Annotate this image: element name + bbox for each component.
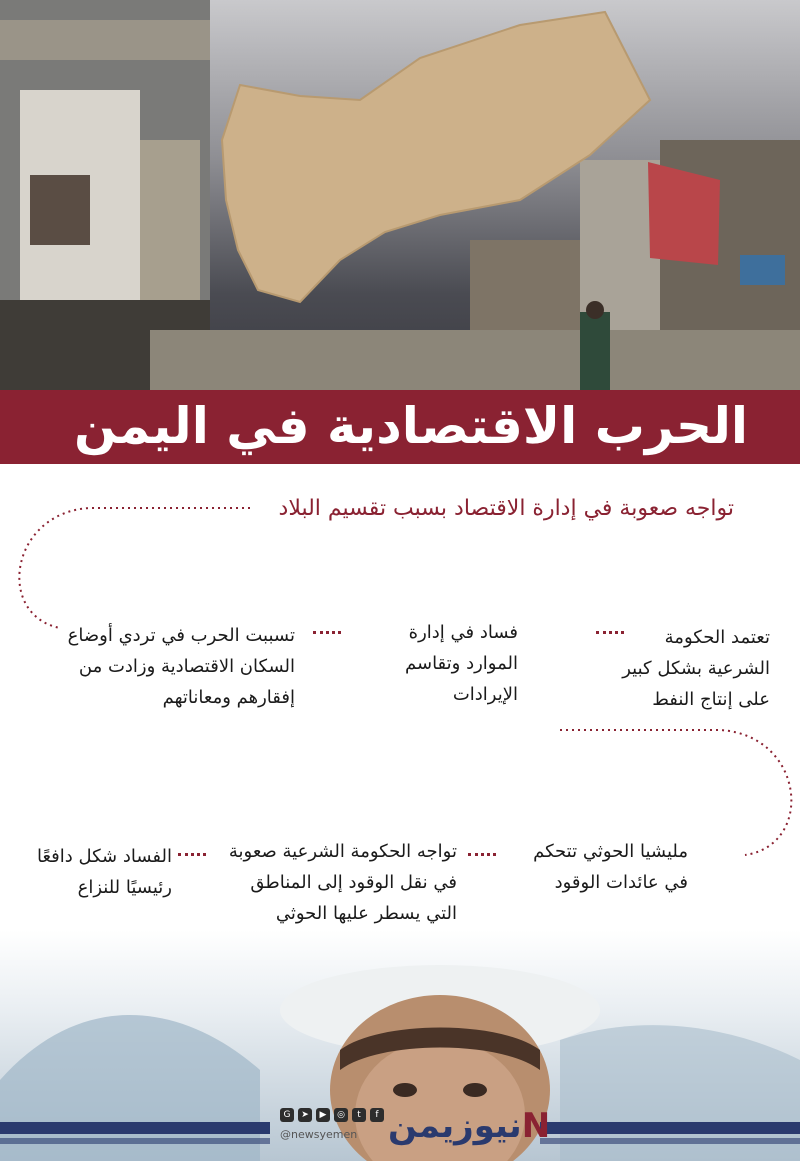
fact-line: الشرعية بشكل كبير [622,658,770,679]
fact-line: التي يسطر عليها الحوثي [275,903,457,924]
fact-war-impact [68,620,295,713]
fact-line: فساد في إدارة [408,622,518,643]
telegram-icon[interactable]: ➤ [298,1108,312,1122]
logo-text: نيوزيمن [388,1106,522,1146]
fact-oil-dependence [622,622,770,715]
fact-line: في نقل الوقود إلى المناطق [250,872,457,893]
facebook-icon[interactable]: f [370,1108,384,1122]
fact-fuel-transport [229,836,457,929]
fact-line: رئيسيًا للنزاع [77,877,172,898]
social-handle: @newsyemen [280,1128,358,1141]
fact-line: السكان الاقتصادية وزادت من [78,656,295,677]
instagram-icon[interactable]: ◎ [334,1108,348,1122]
fact-dots [178,853,206,856]
logo-mark-icon: N [521,1106,551,1146]
fact-line: تواجه الحكومة الشرعية صعوبة [228,841,457,862]
twitter-icon[interactable]: t [352,1108,366,1122]
fact-line: في عائدات الوقود [554,872,688,893]
fact-line: إفقارهم ومعاناتهم [162,687,295,708]
fact-line: مليشيا الحوثي تتحكم [533,841,688,862]
fact-corruption-resources [405,617,518,710]
fact-line: على إنتاج النفط [652,689,770,710]
fact-line: تعتمد الحكومة [664,627,770,648]
subtitle: تواجه صعوبة في إدارة الاقتصاد بسبب تقسيم البلاد [278,496,734,521]
fact-dots [313,631,341,634]
youtube-icon[interactable]: ▶ [316,1108,330,1122]
fact-corruption-conflict [37,841,172,903]
fact-line: الموارد وتقاسم [405,653,518,674]
fact-dots [596,631,624,634]
fact-line: الإيرادات [452,684,518,705]
fact-line: الفساد شكل دافعًا [36,846,172,867]
fact-line: تسببت الحرب في تردي أوضاع [67,625,295,646]
google-icon[interactable]: G [280,1108,294,1122]
page-title: الحرب الاقتصادية في اليمن [74,397,748,455]
fact-houthi-fuel [533,836,688,898]
brand-logo [388,1106,550,1146]
social-icons [280,1108,384,1122]
fact-dots [468,853,496,856]
